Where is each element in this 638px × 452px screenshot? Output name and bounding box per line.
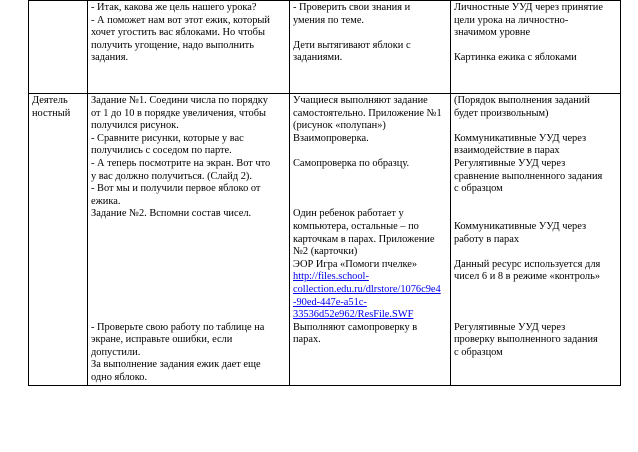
text-line bbox=[454, 40, 617, 53]
text-line: чисел 6 и 8 в режиме «контроль» bbox=[454, 271, 601, 283]
text-line[interactable]: 33536d52e962/ResFile.SWF bbox=[293, 309, 414, 321]
text-line: Задание №2. Вспомни состав чисел. bbox=[91, 208, 252, 220]
text-line: взаимодействие в парах bbox=[454, 145, 560, 157]
text-line: сравнение выполненного задания bbox=[454, 170, 603, 182]
text-line bbox=[91, 297, 286, 310]
text-line: Учащиеся выполняют задание bbox=[293, 95, 428, 106]
text-line: - Проверьте свою работу по таблице на bbox=[91, 321, 265, 333]
text-line: у вас должно получиться. (Слайд 2). bbox=[91, 170, 252, 182]
text-line bbox=[91, 246, 286, 259]
text-line: За выполнение задания ежик дает еще bbox=[91, 359, 261, 371]
student-activity-cell bbox=[290, 1, 451, 94]
text-line: Коммуникативные УУД через bbox=[454, 220, 587, 232]
text-line: с образцом bbox=[454, 346, 503, 358]
text-line: ЭОР Игра «Помоги пчелке» bbox=[293, 258, 418, 270]
text-line bbox=[454, 208, 617, 221]
text-line: - Итак, какова же цель нашего урока? bbox=[91, 2, 257, 13]
text-line bbox=[293, 171, 447, 184]
text-line: значимом уровне bbox=[454, 27, 531, 39]
table-row bbox=[29, 1, 621, 94]
text-line: будет произвольным) bbox=[454, 107, 549, 119]
text-line: получился рисунок. bbox=[91, 120, 179, 132]
uud-cell bbox=[451, 1, 621, 94]
text-line bbox=[91, 221, 286, 234]
text-line[interactable]: -90ed-447e-a51c- bbox=[293, 296, 367, 308]
text-line bbox=[454, 284, 617, 297]
stage-cell bbox=[29, 94, 88, 386]
text-line[interactable]: http://files.school- bbox=[293, 271, 369, 283]
text-line: Данный ресурс используется для bbox=[454, 258, 601, 270]
text-line: заданиями. bbox=[293, 52, 343, 64]
text-line: получились с соседом по парте. bbox=[91, 145, 232, 157]
text-line: ностный bbox=[32, 107, 71, 119]
text-line: Взаимопроверка. bbox=[293, 132, 369, 144]
text-line: Картинка ежика с яблоками bbox=[454, 52, 577, 64]
text-line bbox=[454, 309, 617, 322]
teacher-activity-cell bbox=[88, 1, 290, 94]
text-line: - Вот мы и получили первое яблоко от bbox=[91, 183, 261, 195]
text-line: парах. bbox=[293, 334, 321, 346]
text-line: умения по теме. bbox=[293, 14, 365, 26]
text-line: задания. bbox=[91, 52, 129, 64]
text-line bbox=[91, 284, 286, 297]
text-line: Выполняют самопроверку в bbox=[293, 321, 418, 333]
resource-link[interactable] bbox=[293, 271, 447, 321]
stage-cell bbox=[29, 1, 88, 94]
text-line bbox=[91, 259, 286, 272]
uud-cell bbox=[451, 94, 621, 386]
text-line bbox=[454, 120, 617, 133]
text-line: хочет угостить вас яблоками. Но чтобы bbox=[91, 27, 265, 39]
text-line bbox=[293, 27, 447, 40]
text-line: одно яблоко. bbox=[91, 372, 148, 384]
text-line: компьютера, остальные – по bbox=[293, 220, 419, 232]
text-line: (рисунок «полупан») bbox=[293, 120, 386, 132]
text-line: Один ребенок работает у bbox=[293, 208, 404, 220]
text-line: - Сравните рисунки, которые у вас bbox=[91, 132, 244, 144]
teacher-activity-cell bbox=[88, 94, 290, 386]
text-line bbox=[454, 246, 617, 259]
text-line: Деятель bbox=[32, 95, 68, 106]
text-line: допустили. bbox=[91, 346, 141, 358]
student-activity-text bbox=[293, 95, 447, 271]
text-line: Регулятивные УУД через bbox=[454, 157, 566, 169]
text-line: Самопроверка по образцу. bbox=[293, 157, 410, 169]
text-line[interactable]: collection.edu.ru/dlrstore/1076c9e4 bbox=[293, 283, 441, 295]
text-line: - А теперь посмотрите на экран. Вот что bbox=[91, 157, 271, 169]
text-line: карточкам в парах. Приложение bbox=[293, 233, 435, 245]
text-line: работу в парах bbox=[454, 233, 520, 245]
text-line: Коммуникативные УУД через bbox=[454, 132, 587, 144]
text-line: Личностные УУД через принятие bbox=[454, 2, 603, 13]
text-line: Дети вытягивают яблоки с bbox=[293, 39, 411, 51]
table-row bbox=[29, 94, 621, 386]
student-activity-tail bbox=[293, 322, 447, 347]
text-line bbox=[91, 309, 286, 322]
student-activity-cell bbox=[290, 94, 451, 386]
text-line: с образцом bbox=[454, 183, 503, 195]
text-line: Регулятивные УУД через bbox=[454, 321, 566, 333]
text-line: получить угощение, надо выполнить bbox=[91, 39, 254, 51]
text-line: цели урока на личностно- bbox=[454, 14, 569, 26]
text-line bbox=[293, 145, 447, 158]
text-line: проверку выполненного задания bbox=[454, 334, 598, 346]
text-line bbox=[454, 297, 617, 310]
text-line bbox=[293, 196, 447, 209]
lesson-plan-table bbox=[28, 0, 621, 386]
text-line bbox=[454, 196, 617, 209]
text-line: - Проверить свои знания и bbox=[293, 2, 411, 13]
text-line: Задание №1. Соедини числа по порядку bbox=[91, 95, 268, 106]
text-line: от 1 до 10 в порядке увеличения, чтобы bbox=[91, 107, 267, 119]
text-line bbox=[91, 271, 286, 284]
text-line: (Порядок выполнения заданий bbox=[454, 95, 590, 106]
text-line: ежика. bbox=[91, 195, 121, 207]
text-line: экране, исправьте ошибки, если bbox=[91, 334, 233, 346]
text-line bbox=[91, 234, 286, 247]
text-line bbox=[293, 183, 447, 196]
text-line: - А поможет нам вот этот ежик, который bbox=[91, 14, 270, 26]
text-line: №2 (карточки) bbox=[293, 246, 358, 258]
text-line: самостоятельно. Приложение №1 bbox=[293, 107, 442, 119]
